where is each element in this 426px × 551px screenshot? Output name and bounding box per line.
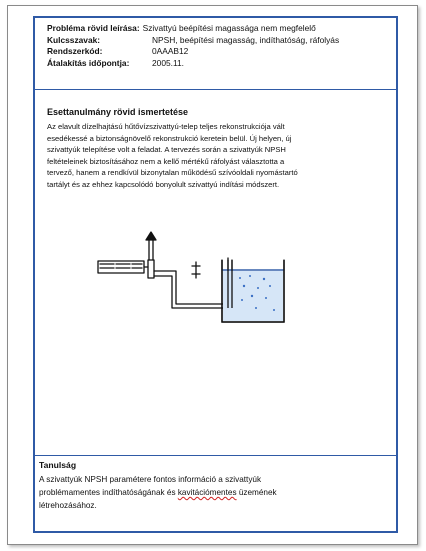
case-line: tervező, hanem a rendkívül bizonytalan működésű szívóoldali nyomástartó [47, 168, 298, 177]
keywords-row [47, 35, 339, 47]
lesson-line2-pre: problémamentes indíthatóságának és [39, 488, 178, 497]
lesson-text [39, 473, 379, 512]
lesson-title: Tanulság [39, 460, 77, 470]
lesson-line [39, 486, 379, 499]
spellcheck-word: kavitációmentes [177, 488, 237, 497]
discharge-arrow [146, 232, 156, 240]
lesson-line: A szivattyúk NPSH paramétere fontos információ a szivattyúk [39, 475, 262, 484]
code-label: Rendszerkód: [47, 46, 103, 56]
motor-box [98, 261, 144, 273]
date-row [47, 58, 339, 70]
separator-bottom [35, 455, 396, 456]
keywords-value: NPSH, beépítési magasság, indíthatóság, ráfolyás [152, 34, 340, 45]
case-line: feltételeinek biztosításához nem a kellő mértékű ráfolyást választotta a [47, 156, 285, 166]
date-label: Átalakítás időpontja: [47, 57, 130, 68]
case-study-title: Esettanulmány rövid ismertetése [47, 107, 189, 117]
pump-system-sketch [92, 226, 302, 336]
separator-top [35, 89, 396, 90]
problem-row [47, 23, 339, 35]
lesson-line: létrehozásához. [39, 501, 97, 510]
case-line: tartályt és az ehhez kapcsolódó bonyolult szivattyú indítási módszert. [47, 179, 280, 189]
code-value: 0AAAB12 [152, 46, 189, 56]
case-line: Az elavult dízelhajtású hűtővízszivattyú-telep teljes rekonstrukciója vált [47, 122, 285, 131]
pump-body [148, 260, 154, 278]
date-value: 2005.11. [152, 57, 184, 68]
problem-value: Szivattyú beépítési magassága nem megfelelő [142, 23, 316, 33]
lesson-line2-post: üzemének [236, 488, 277, 497]
header-block [47, 23, 339, 69]
problem-label: Probléma rövid leírása: [47, 23, 140, 33]
case-line: szivattyúk telepítése volt a feladat. A tervezés során a szivattyúk NPSH [47, 145, 286, 154]
case-line: esedékessé a biztonságnövelő rekonstrukció keretein belül. Új helyen, új [47, 133, 292, 143]
code-row [47, 46, 339, 58]
case-study-text [47, 121, 387, 190]
keywords-label: Kulcsszavak: [47, 34, 101, 45]
